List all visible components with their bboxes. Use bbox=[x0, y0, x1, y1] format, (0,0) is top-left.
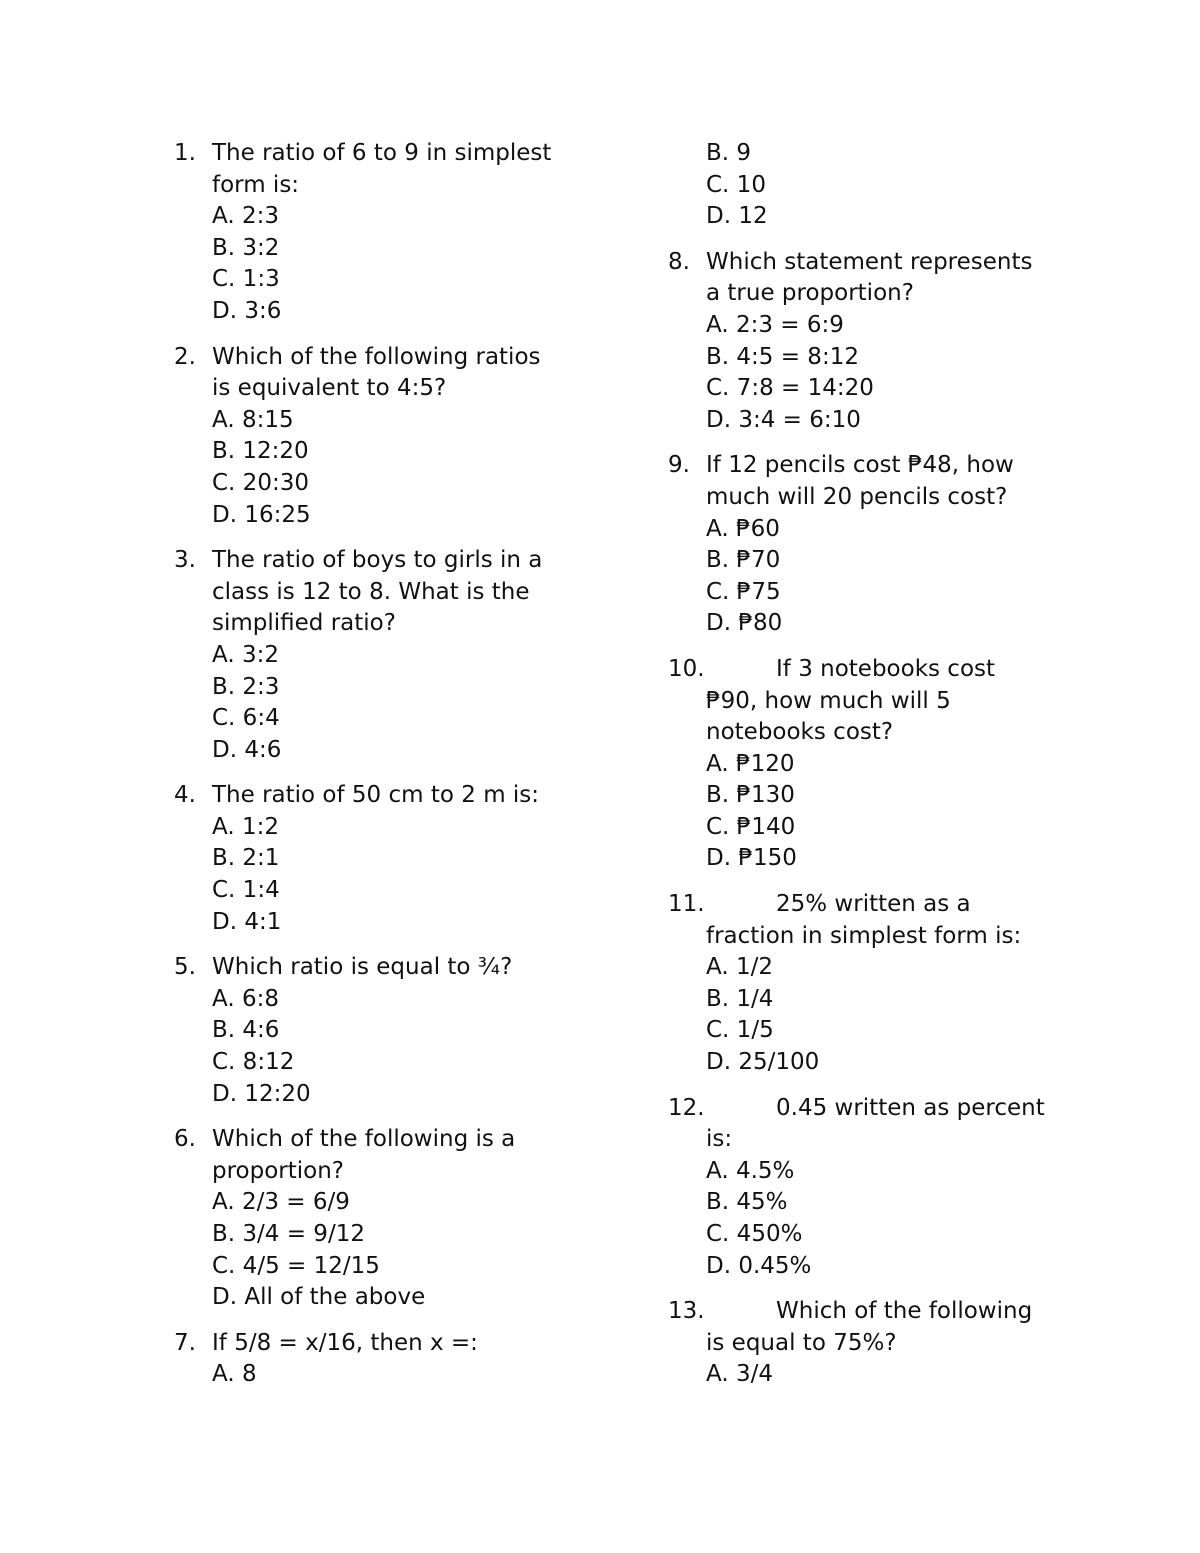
question-number: 10. bbox=[668, 655, 705, 682]
question-text-line: simplified ratio? bbox=[212, 610, 396, 637]
question-text-line: If 5/8 = x/16, then x =: bbox=[212, 1329, 478, 1356]
answer-option: D. 4:1 bbox=[212, 908, 282, 935]
question-number: 5. bbox=[174, 954, 196, 981]
question-item bbox=[668, 889, 1068, 1079]
question-body bbox=[212, 342, 574, 532]
answer-option: B. 9 bbox=[706, 140, 752, 166]
question-item bbox=[174, 952, 574, 1110]
question-body bbox=[706, 889, 1068, 1079]
question-item bbox=[668, 450, 1068, 640]
question-text-line: much will 20 pencils cost? bbox=[706, 483, 1008, 510]
answer-option: B. ₱130 bbox=[706, 782, 795, 809]
question-body bbox=[706, 450, 1068, 640]
question-body bbox=[212, 780, 574, 938]
question-number: 4. bbox=[174, 782, 196, 809]
question-text-line: The ratio of 6 to 9 in simplest bbox=[212, 140, 552, 166]
question-text-line: 25% written as a bbox=[776, 891, 971, 918]
answer-option: C. 20:30 bbox=[212, 469, 309, 496]
question-text-line: If 12 pencils cost ₱48, how bbox=[706, 452, 1014, 479]
answer-option: D. 4:6 bbox=[212, 736, 282, 763]
question-text-line: Which of the following ratios bbox=[212, 343, 541, 370]
question-number: 12. bbox=[668, 1094, 705, 1121]
question-text-line: is equal to 75%? bbox=[706, 1329, 897, 1356]
question-item bbox=[174, 545, 574, 766]
question-item bbox=[174, 138, 574, 328]
answer-option: C. ₱140 bbox=[706, 813, 796, 840]
question-text-line: 0.45 written as percent bbox=[776, 1094, 1045, 1121]
question-item bbox=[174, 1124, 574, 1314]
question-text-line: The ratio of boys to girls in a bbox=[212, 547, 543, 574]
answer-option: D. 3:4 = 6:10 bbox=[706, 406, 861, 433]
question-number: 3. bbox=[174, 547, 196, 574]
question-body bbox=[212, 1124, 574, 1314]
question-text-line: fraction in simplest form is: bbox=[706, 922, 1022, 949]
answer-option: A. ₱60 bbox=[706, 515, 780, 542]
question-body bbox=[212, 545, 574, 766]
question-text-line: is: bbox=[706, 1126, 733, 1153]
answer-option: B. 2:3 bbox=[212, 673, 280, 700]
answer-option: D. 0.45% bbox=[706, 1252, 812, 1279]
answer-option: D. ₱80 bbox=[706, 610, 783, 637]
question-body bbox=[706, 1093, 1068, 1283]
answer-option: C. 4/5 = 12/15 bbox=[212, 1252, 380, 1279]
question-item bbox=[668, 1296, 1068, 1391]
question-text-line: ₱90, how much will 5 bbox=[706, 687, 951, 714]
answer-option: A. 4.5% bbox=[706, 1157, 795, 1184]
question-number: 7. bbox=[174, 1329, 196, 1356]
question-body bbox=[212, 952, 574, 1110]
question-text-line: Which ratio is equal to ¾? bbox=[212, 954, 513, 981]
answer-option: B. 3/4 = 9/12 bbox=[212, 1221, 365, 1247]
answer-option: C. 450% bbox=[706, 1221, 803, 1247]
answer-option: A. 6:8 bbox=[212, 985, 279, 1012]
question-number: 1. bbox=[174, 140, 196, 166]
question-text-line: The ratio of 50 cm to 2 m is: bbox=[212, 782, 540, 809]
question-item bbox=[174, 342, 574, 532]
question-text-line: Which of the following bbox=[776, 1298, 1033, 1325]
question-body bbox=[706, 1296, 1068, 1391]
answer-option: A. 1/2 bbox=[706, 954, 773, 981]
question-item bbox=[174, 1328, 574, 1391]
answer-option: D. 16:25 bbox=[212, 501, 311, 528]
answer-option: C. 8:12 bbox=[212, 1049, 295, 1076]
answer-option: A. 2/3 = 6/9 bbox=[212, 1189, 350, 1216]
answer-option: D. 3:6 bbox=[212, 297, 282, 324]
answer-option: D. ₱150 bbox=[706, 845, 797, 872]
question-number: 8. bbox=[668, 248, 690, 275]
answer-option: C. 1/5 bbox=[706, 1017, 774, 1044]
answer-option: C. ₱75 bbox=[706, 578, 781, 605]
question-number: 6. bbox=[174, 1126, 196, 1153]
question-item bbox=[668, 1093, 1068, 1283]
question-text-line: Which statement represents bbox=[706, 248, 1033, 275]
question-body bbox=[706, 247, 1068, 437]
question-text-line: is equivalent to 4:5? bbox=[212, 375, 447, 402]
answer-option: B. 12:20 bbox=[212, 438, 309, 465]
answer-option: B. 1/4 bbox=[706, 985, 774, 1012]
question-number: 11. bbox=[668, 891, 705, 918]
question-item bbox=[668, 247, 1068, 437]
answer-option: D. 12 bbox=[706, 203, 768, 230]
question-text-line: form is: bbox=[212, 171, 300, 198]
answer-option: B. 2:1 bbox=[212, 845, 280, 872]
answer-option: A. 3/4 bbox=[706, 1361, 773, 1388]
question-body bbox=[212, 1328, 574, 1391]
answer-option: A. 8:15 bbox=[212, 406, 294, 433]
right-column bbox=[668, 138, 1068, 1405]
answer-option: A. 3:2 bbox=[212, 641, 279, 668]
answer-option: C. 6:4 bbox=[212, 705, 280, 732]
answer-option: A. 2:3 bbox=[212, 203, 279, 230]
answer-option: C. 1:3 bbox=[212, 266, 280, 293]
answer-option: A. 1:2 bbox=[212, 813, 279, 840]
question-item bbox=[668, 654, 1068, 875]
question-body bbox=[706, 138, 1068, 233]
question-number: 13. bbox=[668, 1298, 705, 1325]
answer-option: C. 1:4 bbox=[212, 877, 280, 904]
answer-option: A. 2:3 = 6:9 bbox=[706, 311, 844, 338]
answer-option: D. All of the above bbox=[212, 1284, 426, 1311]
answer-option: B. 45% bbox=[706, 1189, 788, 1216]
answer-option: A. ₱120 bbox=[706, 750, 795, 777]
question-text-line: notebooks cost? bbox=[706, 719, 894, 746]
question-item bbox=[668, 138, 1068, 233]
answer-option: B. 4:5 = 8:12 bbox=[706, 343, 859, 370]
question-text-line: Which of the following is a bbox=[212, 1126, 516, 1153]
left-column bbox=[174, 138, 574, 1405]
question-text-line: proportion? bbox=[212, 1157, 345, 1184]
answer-option: C. 7:8 = 14:20 bbox=[706, 375, 874, 402]
answer-option: D. 25/100 bbox=[706, 1049, 820, 1076]
question-text-line: a true proportion? bbox=[706, 280, 914, 307]
answer-option: C. 10 bbox=[706, 171, 766, 198]
answer-option: B. ₱70 bbox=[706, 547, 781, 574]
question-text-line: class is 12 to 8. What is the bbox=[212, 578, 530, 605]
answer-option: A. 8 bbox=[212, 1361, 257, 1388]
question-number: 2. bbox=[174, 343, 196, 370]
question-text-line: If 3 notebooks cost bbox=[776, 655, 996, 682]
question-body bbox=[212, 138, 574, 328]
answer-option: B. 3:2 bbox=[212, 234, 280, 261]
question-item bbox=[174, 780, 574, 938]
answer-option: B. 4:6 bbox=[212, 1017, 280, 1044]
question-body bbox=[706, 654, 1068, 875]
answer-option: D. 12:20 bbox=[212, 1080, 311, 1107]
question-number: 9. bbox=[668, 452, 690, 479]
